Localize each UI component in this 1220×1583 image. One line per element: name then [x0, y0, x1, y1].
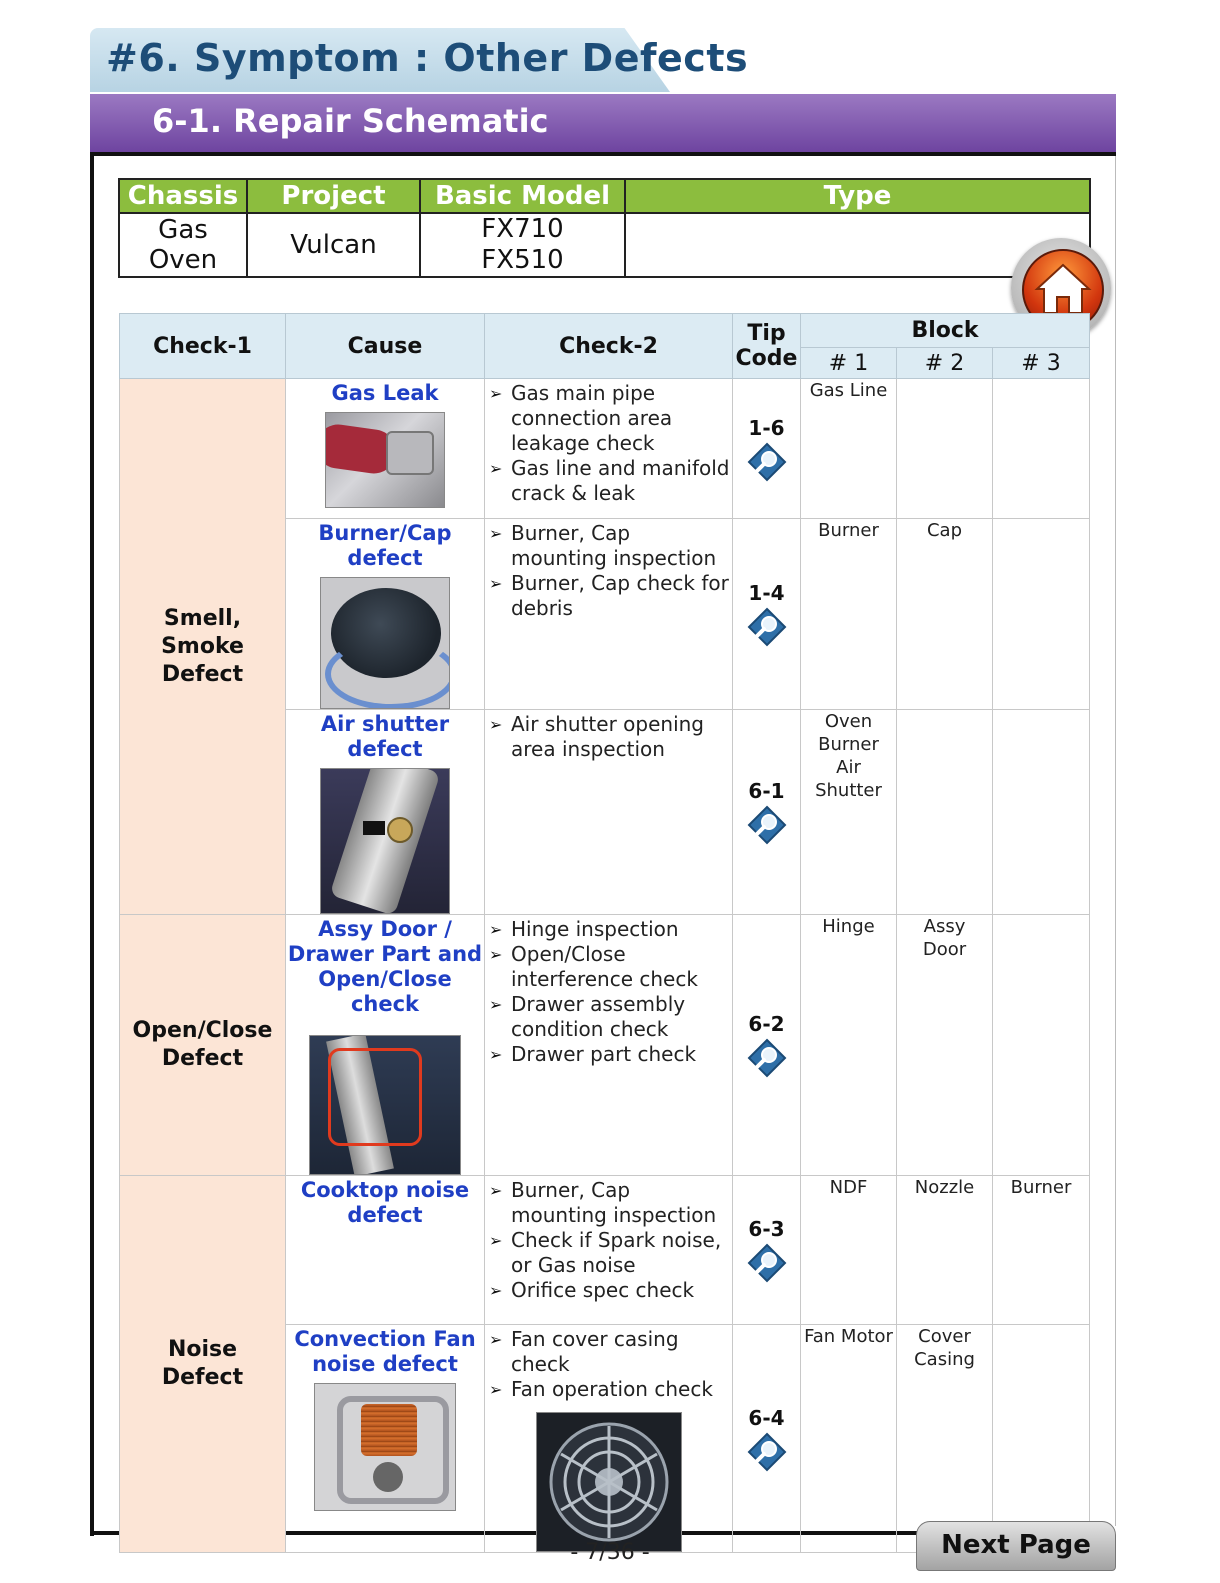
check-item: ➢ Orifice spec check	[489, 1278, 732, 1303]
table-row	[120, 379, 1090, 519]
gas-leak-photo	[325, 412, 445, 508]
check-item: ➢ Gas main pipe connection area leakage check	[489, 381, 732, 456]
frame-right-line	[1115, 156, 1116, 1526]
block-2-cell	[897, 710, 993, 915]
cause-title: Burner/Cap defect	[318, 521, 452, 570]
header-tip-code	[733, 314, 801, 379]
block-2-cell	[897, 379, 993, 519]
block-text: Shutter	[815, 780, 882, 801]
cause-title: Gas Leak	[331, 381, 439, 405]
magnifier-icon[interactable]	[747, 1432, 787, 1472]
block-text: Burner	[818, 520, 879, 541]
cause-line: Convection Fan	[294, 1327, 476, 1351]
fan-grille-drawing	[537, 1413, 681, 1551]
block-text: Air	[836, 757, 861, 778]
info-header-project: Project	[247, 179, 420, 213]
table-row	[120, 915, 1090, 1176]
check2-cell	[485, 915, 733, 1176]
tip-code[interactable]: 1-6	[748, 415, 785, 440]
page-subtitle: 6-1. Repair Schematic	[152, 102, 549, 140]
block-text: Nozzle	[914, 1177, 975, 1198]
tip-cell[interactable]	[733, 519, 801, 710]
group-label: Noise	[167, 1337, 238, 1362]
group-label: Defect	[161, 1046, 244, 1071]
cause-cell	[286, 379, 485, 519]
block-3-cell	[993, 519, 1090, 710]
tip-code[interactable]: 6-1	[748, 779, 785, 803]
frame-left-line	[90, 152, 94, 1536]
info-model-value	[420, 213, 625, 277]
check-item: ➢ Burner, Cap check for debris	[489, 571, 732, 621]
magnifier-icon[interactable]	[747, 805, 787, 845]
check-item: ➢ Burner, Cap mounting inspection	[489, 1178, 732, 1228]
cause-line: defect	[347, 1203, 423, 1227]
block-text: NDF	[829, 1177, 868, 1198]
frame-top-line	[90, 152, 1116, 156]
check2-cell	[485, 519, 733, 710]
tip-cell[interactable]	[733, 710, 801, 915]
cause-cell	[286, 519, 485, 710]
check-item: ➢ Hinge inspection	[489, 917, 732, 942]
cause-line: Cooktop noise	[300, 1178, 470, 1202]
info-header-chassis: Chassis	[119, 179, 247, 213]
tip-cell[interactable]	[733, 915, 801, 1176]
cause-cell	[286, 710, 485, 915]
cause-line: noise defect	[312, 1352, 458, 1376]
tip-cell[interactable]	[733, 1176, 801, 1325]
check-item: ➢ Burner, Cap mounting inspection	[489, 521, 732, 571]
cause-cell	[286, 1325, 485, 1553]
model-info-table	[118, 178, 1091, 278]
check2-cell	[485, 1325, 733, 1553]
header-block-1: # 1	[801, 348, 897, 379]
block-text: Door	[922, 939, 967, 960]
cause-title	[286, 1178, 484, 1228]
table-row	[120, 1176, 1090, 1325]
block-3-cell	[993, 1176, 1090, 1325]
header-block-3: # 3	[993, 348, 1090, 379]
next-page-button[interactable]	[916, 1521, 1116, 1571]
header-check2: Check-2	[485, 314, 733, 379]
block-3-cell	[993, 379, 1090, 519]
info-project-value: Vulcan	[247, 213, 420, 277]
block-text: Casing	[914, 1349, 975, 1370]
next-page-label[interactable]: Next Page	[941, 1530, 1091, 1560]
block-text: Assy	[923, 916, 966, 937]
page-title: #6. Symptom : Other Defects	[106, 36, 749, 80]
block-3-cell	[993, 710, 1090, 915]
cause-cell	[286, 915, 485, 1176]
check2-cell	[485, 379, 733, 519]
tip-code[interactable]: 6-3	[748, 1217, 785, 1241]
block-text: Cap	[926, 520, 963, 541]
hinge-photo	[309, 1035, 461, 1175]
block-2-cell	[897, 519, 993, 710]
group-smell-smoke	[120, 379, 286, 915]
check-item: ➢ Drawer assembly condition check	[489, 992, 732, 1042]
block-1-cell	[801, 915, 897, 1176]
block-1-cell	[801, 379, 897, 519]
home-icon	[1033, 261, 1093, 317]
header-cause: Cause	[286, 314, 485, 379]
header-check1: Check-1	[120, 314, 286, 379]
block-3-cell	[993, 915, 1090, 1176]
fan-cover-photo	[536, 1412, 682, 1552]
group-open-close	[120, 915, 286, 1176]
tip-cell[interactable]	[733, 379, 801, 519]
check-item: ➢ Drawer part check	[489, 1042, 732, 1067]
block-text: Burner	[818, 734, 879, 755]
repair-schematic-table	[119, 313, 1090, 1553]
cause-line: Open/Close check	[318, 967, 452, 1016]
group-label: Open/Close	[132, 1018, 273, 1043]
cause-line: Drawer Part and	[287, 942, 483, 966]
info-header-basic-model: Basic Model	[420, 179, 625, 213]
block-text: Fan Motor	[804, 1326, 893, 1347]
tip-code[interactable]: 6-4	[748, 1405, 785, 1430]
block-2-cell	[897, 1325, 993, 1553]
cause-cell	[286, 1176, 485, 1325]
check2-cell	[485, 710, 733, 915]
group-label: Smell, Smoke	[161, 605, 244, 659]
magnifier-icon[interactable]	[747, 1243, 787, 1283]
magnifier-icon[interactable]	[747, 442, 787, 482]
cause-title	[286, 917, 484, 1017]
air-shutter-photo	[320, 768, 450, 914]
block-text: Gas Line	[809, 380, 888, 401]
tip-code[interactable]: 6-2	[748, 1012, 785, 1036]
check-item: ➢ Air shutter opening area inspection	[489, 712, 732, 762]
block-3-cell	[993, 1325, 1090, 1553]
block-text: Oven	[824, 711, 873, 732]
cause-title: Air shutter defect	[320, 712, 450, 761]
header-tip-line2: Code	[735, 346, 798, 371]
check-item: ➢ Fan cover casing check	[489, 1327, 732, 1377]
info-header-type: Type	[625, 179, 1090, 213]
tip-cell[interactable]	[733, 1325, 801, 1553]
block-text: Hinge	[822, 916, 875, 937]
group-label: Defect	[161, 661, 244, 687]
block-text: Burner	[1010, 1177, 1072, 1198]
block-2-cell	[897, 1176, 993, 1325]
check2-cell	[485, 1176, 733, 1325]
block-1-cell	[801, 1325, 897, 1553]
block-1-cell	[801, 519, 897, 710]
model-line: FX710	[481, 214, 564, 244]
cause-line: Assy Door /	[318, 917, 452, 941]
check-item: ➢ Open/Close interference check	[489, 942, 732, 992]
group-label: Defect	[161, 1365, 244, 1390]
group-noise	[120, 1176, 286, 1553]
header-tip-line1: Tip	[747, 321, 786, 346]
header-block-2: # 2	[897, 348, 993, 379]
magnifier-icon[interactable]	[747, 607, 787, 647]
page-number: - 7/36 -	[570, 1540, 650, 1565]
block-text: Cover	[918, 1326, 971, 1347]
tip-code[interactable]: 1-4	[748, 581, 785, 605]
check-item: ➢ Gas line and manifold crack & leak	[489, 456, 732, 506]
block-1-cell	[801, 710, 897, 915]
block-1-cell	[801, 1176, 897, 1325]
check-item: ➢ Check if Spark noise, or Gas noise	[489, 1228, 732, 1278]
burner-cap-photo	[320, 577, 450, 709]
magnifier-icon[interactable]	[747, 1038, 787, 1078]
fan-motor-photo	[314, 1383, 456, 1511]
info-chassis-value: Gas Oven	[119, 213, 247, 277]
check-item: ➢ Fan operation check	[489, 1377, 732, 1402]
cause-title	[286, 1327, 484, 1377]
block-2-cell	[897, 915, 993, 1176]
header-block: Block	[801, 314, 1090, 348]
model-line: FX510	[481, 245, 564, 275]
